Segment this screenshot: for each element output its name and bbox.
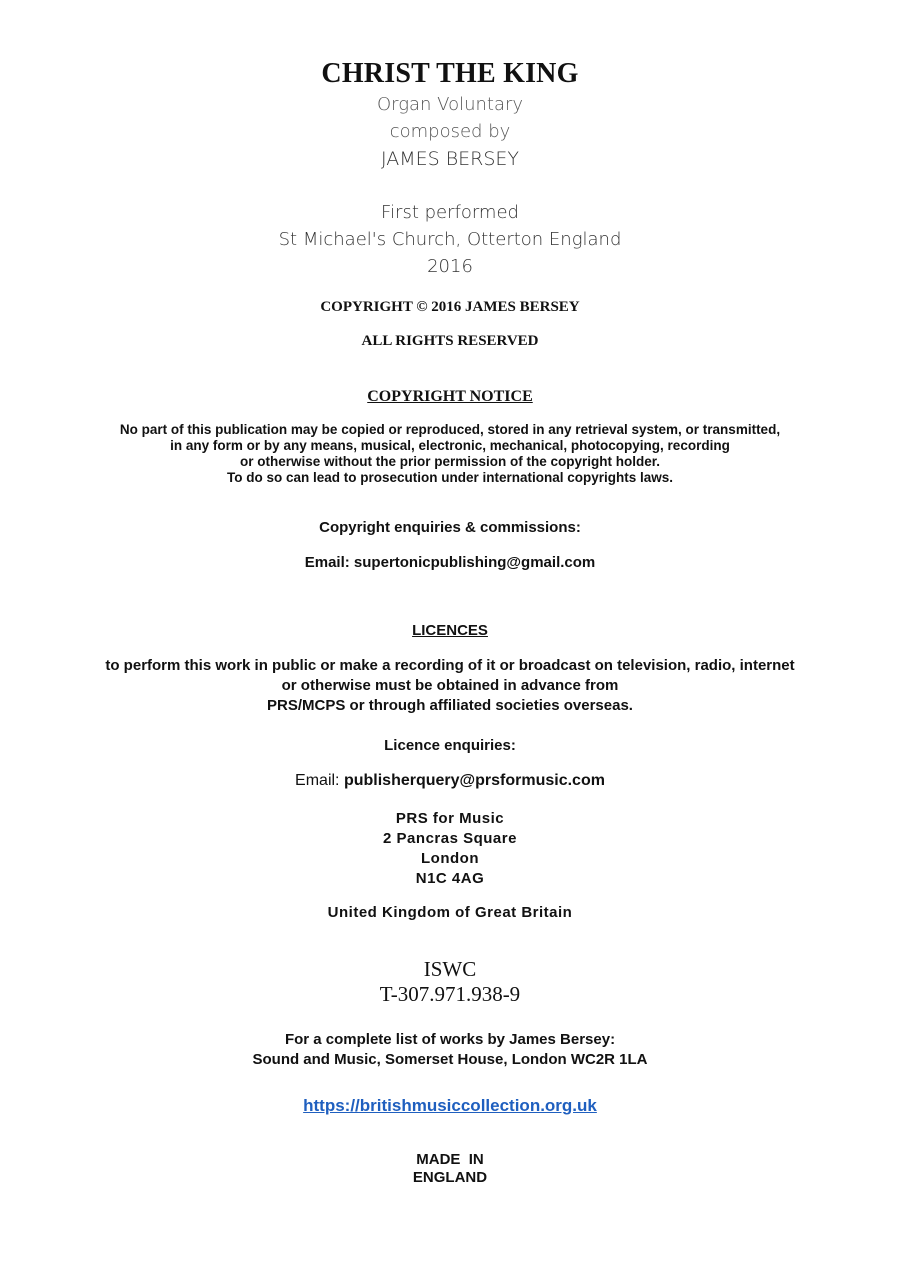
iswc-code: T-307.971.938-9: [379, 982, 521, 1006]
notice-line: To do so can lead to prosecution under international copyrights laws.: [226, 470, 674, 485]
composer-name: JAMES BERSEY: [380, 148, 520, 170]
performance-venue: St Michael's Church, Otterton England: [278, 229, 622, 250]
iswc-label: ISWC: [423, 957, 477, 981]
licence-line: PRS/MCPS or through affiliated societies overseas.: [267, 697, 633, 714]
address-country: United Kingdom of Great Britain: [327, 904, 573, 921]
works-address-line: Sound and Music, Somerset House, London WC2R 1LA: [252, 1051, 648, 1068]
performance-year: 2016: [427, 256, 473, 277]
prs-address: [0, 809, 900, 889]
licences-body: [0, 656, 900, 716]
licence-email-line: [0, 772, 900, 790]
address-line: London: [421, 850, 479, 867]
copyright-line: COPYRIGHT © 2016 JAMES BERSEY: [320, 299, 580, 315]
page-title: CHRIST THE KING: [321, 58, 579, 89]
british-music-collection-link[interactable]: https://britishmusiccollection.org.uk: [303, 1096, 597, 1115]
made-in-england: [0, 1151, 900, 1187]
copyright-email: Email: supertonicpublishing@gmail.com: [304, 554, 596, 571]
copyright-notice-body: [0, 422, 900, 486]
address-line: N1C 4AG: [415, 870, 485, 887]
subtitle: Organ Voluntary: [376, 94, 524, 115]
notice-line: or otherwise without the prior permission of the copyright holder.: [239, 454, 661, 469]
notice-line: in any form or by any means, musical, electronic, mechanical, photocopying, recording: [170, 438, 730, 453]
composed-by-label: composed by: [389, 121, 511, 142]
licence-enquiries-label: Licence enquiries:: [384, 737, 516, 754]
licence-email-label: Email:: [295, 772, 344, 789]
licence-email: publisherquery@prsformusic.com: [343, 772, 605, 789]
notice-line: No part of this publication may be copied or reproduced, stored in any retrieval system, or transmitted,: [119, 422, 781, 437]
made-line: MADE IN: [416, 1151, 484, 1168]
licences-heading: LICENCES: [412, 622, 488, 639]
made-line: ENGLAND: [412, 1169, 488, 1186]
first-performed-label: First performed: [381, 202, 519, 223]
rights-reserved: ALL RIGHTS RESERVED: [361, 333, 539, 349]
licence-line: or otherwise must be obtained in advance from: [281, 677, 619, 694]
address-line: 2 Pancras Square: [383, 830, 517, 847]
licence-line: to perform this work in public or make a recording of it or broadcast on television, radio, internet: [105, 657, 795, 674]
copyright-enquiries-label: Copyright enquiries & commissions:: [319, 519, 581, 536]
works-list-line: For a complete list of works by James Bersey:: [284, 1031, 616, 1048]
address-line: PRS for Music: [395, 810, 505, 827]
copyright-notice-heading: COPYRIGHT NOTICE: [367, 388, 533, 405]
